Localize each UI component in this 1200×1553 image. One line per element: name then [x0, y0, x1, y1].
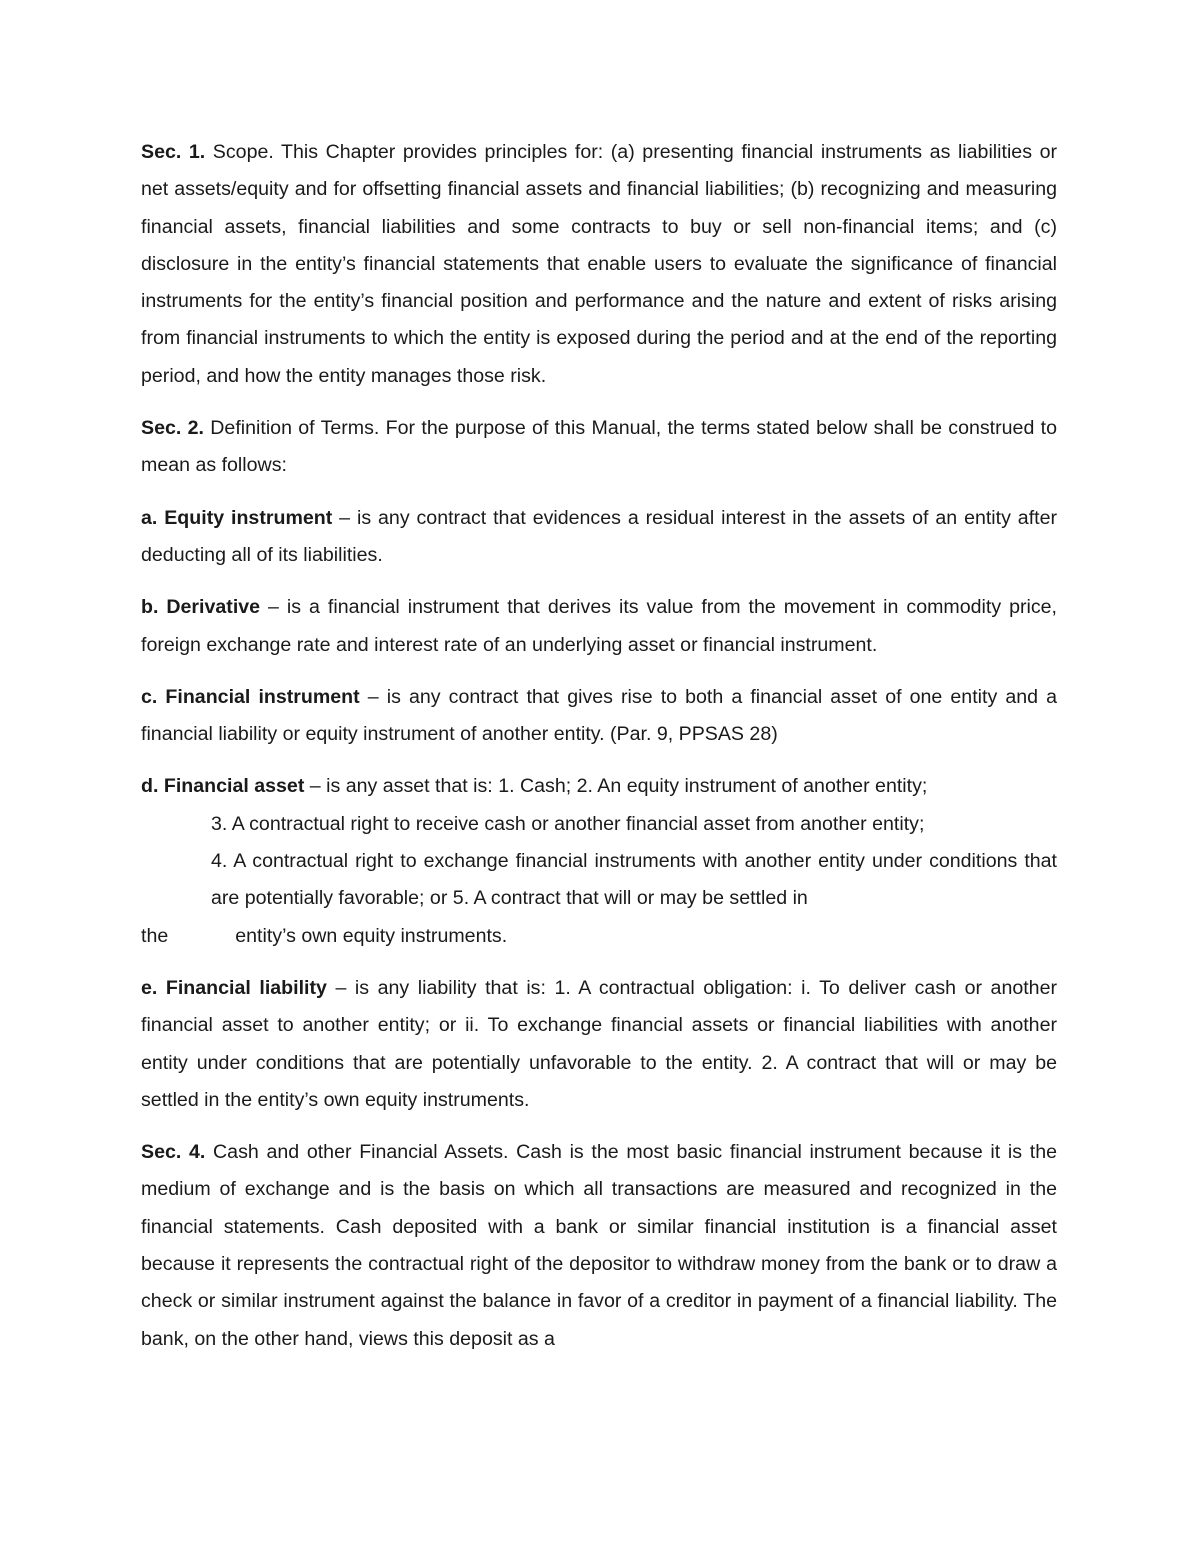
definition-d-tail-word: the	[141, 924, 169, 947]
section-4-text: Cash and other Financial Assets. Cash is the most basic financial instrument because it is the medium of exchange and is the basis on which all transactions are measured and recognized in the financial statements. Cash deposited with a bank or similar financial institution is a financial asset because it represents the contractual right of the depositor to withdraw money from the bank or to draw a check or similar instrument against the balance in favor of a creditor in payment of a financial liability. The bank, on the other hand, views this deposit as a	[141, 1141, 1057, 1350]
section-1-text: Scope. This Chapter provides principles for: (a) presenting financial instruments as liabilities or net assets/equity and for offsetting financial assets and financial liabilities; (b) recognizing and measuring financial assets, financial liabilities and some contracts to buy or sell non-financial items; and (c) disclosure in the entity’s financial statements that enable users to evaluate the significance of financial instruments for the entity’s financial position and performance and the nature and extent of risks arising from financial instruments to which the entity is exposed during the period and at the end of the reporting period, and how the entity manages those risk.	[141, 141, 1057, 387]
document-page	[141, 134, 1057, 1373]
section-2-label: Sec. 2.	[141, 417, 204, 440]
definition-d-tail-text: entity’s own equity instruments.	[235, 924, 508, 947]
definition-c-text: – is any contract that gives rise to both a financial asset of one entity and a financial liability or equity instrument of another entity. (Par. 9, PPSAS 28)	[141, 685, 1057, 746]
definition-c-term: c. Financial instrument	[141, 685, 360, 708]
section-2-text: Definition of Terms. For the purpose of this Manual, the terms stated below shall be construed to mean as follows:	[141, 417, 1057, 477]
section-4-label: Sec. 4.	[141, 1141, 206, 1164]
definition-b-term: b. Derivative	[141, 596, 261, 619]
definition-d-tail	[141, 918, 1057, 955]
section-1-label: Sec. 1.	[141, 141, 206, 163]
definition-financial-asset	[141, 768, 1057, 954]
definition-e-term: e. Financial liability	[141, 976, 327, 999]
definition-d-term: d. Financial asset	[141, 775, 305, 798]
definition-derivative	[141, 589, 1057, 664]
definition-d-text: – is any asset that is: 1. Cash; 2. An equity instrument of another entity;	[304, 775, 928, 798]
definition-e-text: – is any liability that is: 1. A contractual obligation: i. To deliver cash or another financial asset to another entity; or ii. To exchange financial assets or financial liabilities with another entity under conditions that are potentially unfavorable to the entity. 2. A contract that will or may be settled in the entity’s own equity instruments.	[141, 976, 1057, 1111]
definition-financial-instrument	[141, 679, 1057, 754]
definition-b-text: – is a financial instrument that derives its value from the movement in commodity price, foreign exchange rate and interest rate of an underlying asset or financial instrument.	[141, 596, 1058, 656]
section-1-paragraph	[141, 134, 1057, 395]
definition-equity-instrument	[141, 500, 1057, 575]
definition-d-line-2: 3. A contractual right to receive cash or another financial asset from another entity;	[211, 812, 925, 835]
section-2-paragraph	[141, 410, 1057, 485]
definition-d-line-1	[141, 768, 1057, 805]
definition-a-text: – is any contract that evidences a residual interest in the assets of an entity after deducting all of its liabilities.	[141, 506, 1058, 566]
definition-financial-liability	[141, 970, 1057, 1119]
definition-a-term: a. Equity instrument	[141, 506, 333, 529]
definition-d-line-3: 4. A contractual right to exchange financial instruments with another entity under conditions that are potentially favorable; or 5. A contract that will or may be settled in	[211, 850, 1057, 910]
section-4-paragraph	[141, 1134, 1057, 1358]
